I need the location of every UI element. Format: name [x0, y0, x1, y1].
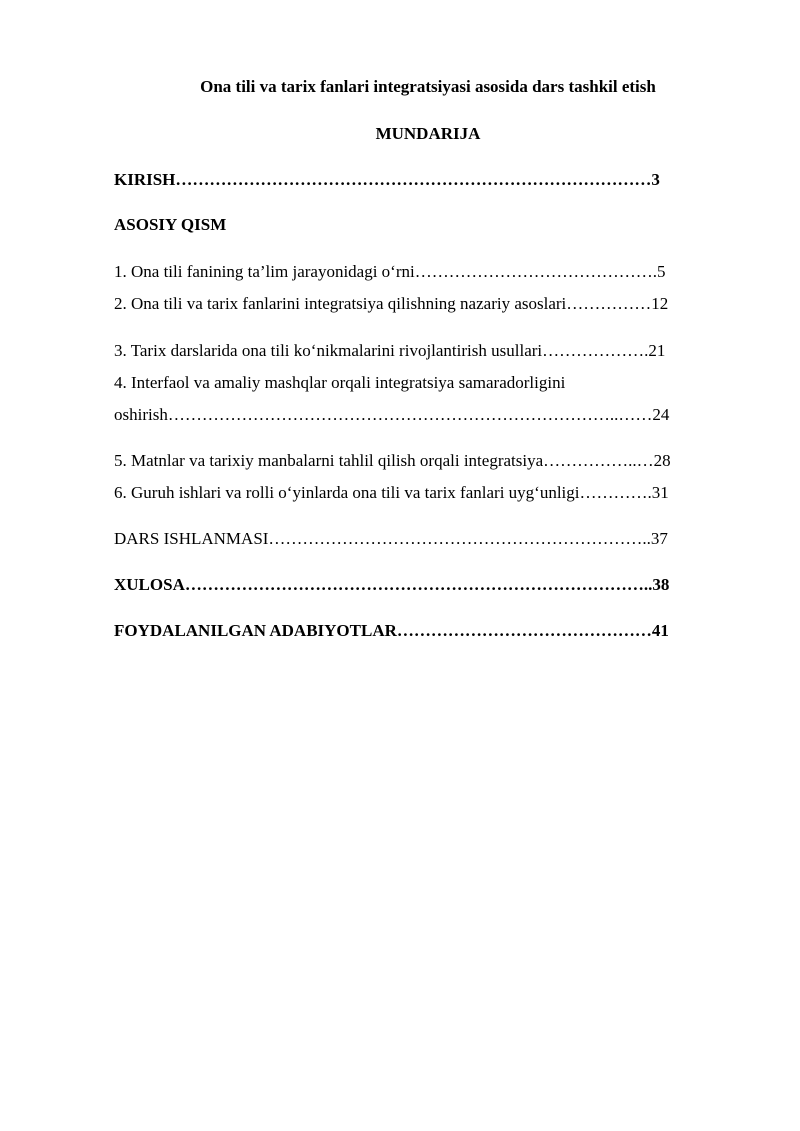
toc-entry-4-line2: oshirish……………………………………………………………………..……24: [114, 405, 670, 424]
toc-entry-5: 5. Matnlar va tarixiy manbalarni tahlil qilish orqali integratsiya……………..…28: [114, 451, 671, 470]
toc-section-asosiy-qism: ASOSIY QISM: [114, 215, 227, 234]
toc-entry-6: 6. Guruh ishlari va rolli o‘yinlarda ona tili va tarix fanlari uyg‘unligi………….31: [114, 483, 669, 502]
toc-entry-xulosa: XULOSA………………………………………………………………………..38: [114, 575, 670, 594]
toc-heading: MUNDARIJA: [375, 124, 481, 143]
document-title: Ona tili va tarix fanlari integratsiyasi asosida dars tashkil etish: [200, 77, 656, 96]
toc-entry-adabiyotlar: FOYDALANILGAN ADABIYOTLAR………………………………………41: [114, 621, 669, 640]
toc-entry-1: 1. Ona tili fanining ta’lim jarayonidagi o‘rni…………………………………….5: [114, 262, 666, 281]
toc-entry-2: 2. Ona tili va tarix fanlarini integratsiya qilishning nazariy asoslari……………12: [114, 294, 669, 313]
toc-entry-4-line1: 4. Interfaol va amaliy mashqlar orqali integratsiya samaradorligini: [114, 373, 566, 392]
toc-entry-kirish: KIRISH…………………………………………………………………………3: [114, 170, 660, 189]
toc-entry-dars-ishlanmasi: DARS ISHLANMASI…………………………………………………………..37: [114, 529, 668, 548]
toc-entry-3: 3. Tarix darslarida ona tili ko‘nikmalarini rivojlantirish usullari……………….21: [114, 341, 666, 360]
